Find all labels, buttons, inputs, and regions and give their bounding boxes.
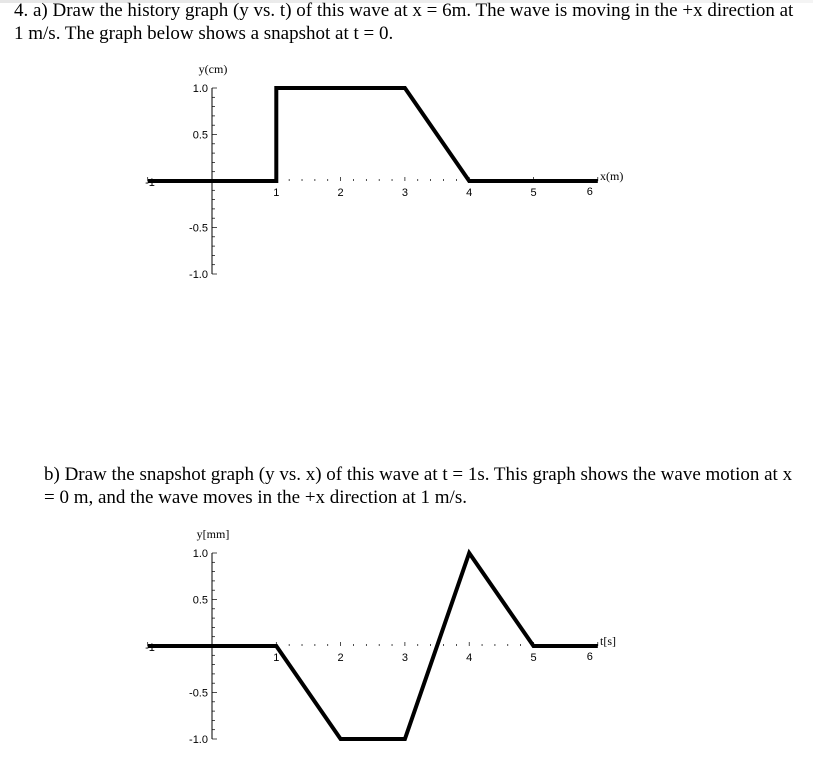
- series-line: [148, 553, 598, 739]
- x-tick-label: 3: [401, 187, 408, 199]
- x-tick-label: 4: [466, 652, 473, 664]
- history-chart: [0, 525, 813, 750]
- x-tick-label: 5: [530, 187, 537, 199]
- question-b-text: b) Draw the snapshot graph (y vs. x) of this wave at t = 1s. This graph shows the wave motion at x = 0 m, and the wave moves in the +x direction at 1 m/s.: [44, 464, 793, 508]
- x-tick-label: -1: [145, 177, 155, 189]
- y-tick-label: 0.5: [192, 594, 208, 607]
- x-tick-label: 6: [586, 651, 593, 663]
- y-tick-label: -0.5: [189, 222, 208, 235]
- question-a-text: 4. a) Draw the history graph (y vs. t) of this wave at x = 6m. The wave is moving in the +x direction at 1 m/s. The graph below shows a snapshot at t = 0.: [14, 0, 794, 44]
- x-tick-label: 6: [586, 186, 593, 198]
- x-tick-label: 1: [273, 652, 280, 664]
- y-tick-label: 1.0: [192, 548, 208, 560]
- y-tick-label: -1.0: [189, 269, 208, 281]
- x-tick-label: -1: [145, 642, 155, 654]
- x-axis-label: x(m): [600, 169, 624, 183]
- x-tick-label: 1: [273, 187, 280, 199]
- y-tick-label: 0.5: [192, 129, 208, 142]
- x-axis-label: t[s]: [600, 634, 616, 648]
- x-tick-label: 5: [530, 652, 537, 664]
- y-tick-label: -1.0: [189, 734, 208, 746]
- y-axis-label: y(cm): [198, 62, 228, 76]
- x-tick-label: 2: [337, 652, 344, 664]
- x-tick-label: 3: [401, 652, 408, 664]
- x-tick-label: 2: [337, 187, 344, 199]
- y-tick-label: -0.5: [189, 687, 208, 700]
- x-tick-label: 4: [466, 187, 473, 199]
- y-tick-label: 1.0: [192, 83, 208, 95]
- snapshot-chart: [0, 60, 813, 285]
- y-axis-label: y[mm]: [196, 527, 230, 541]
